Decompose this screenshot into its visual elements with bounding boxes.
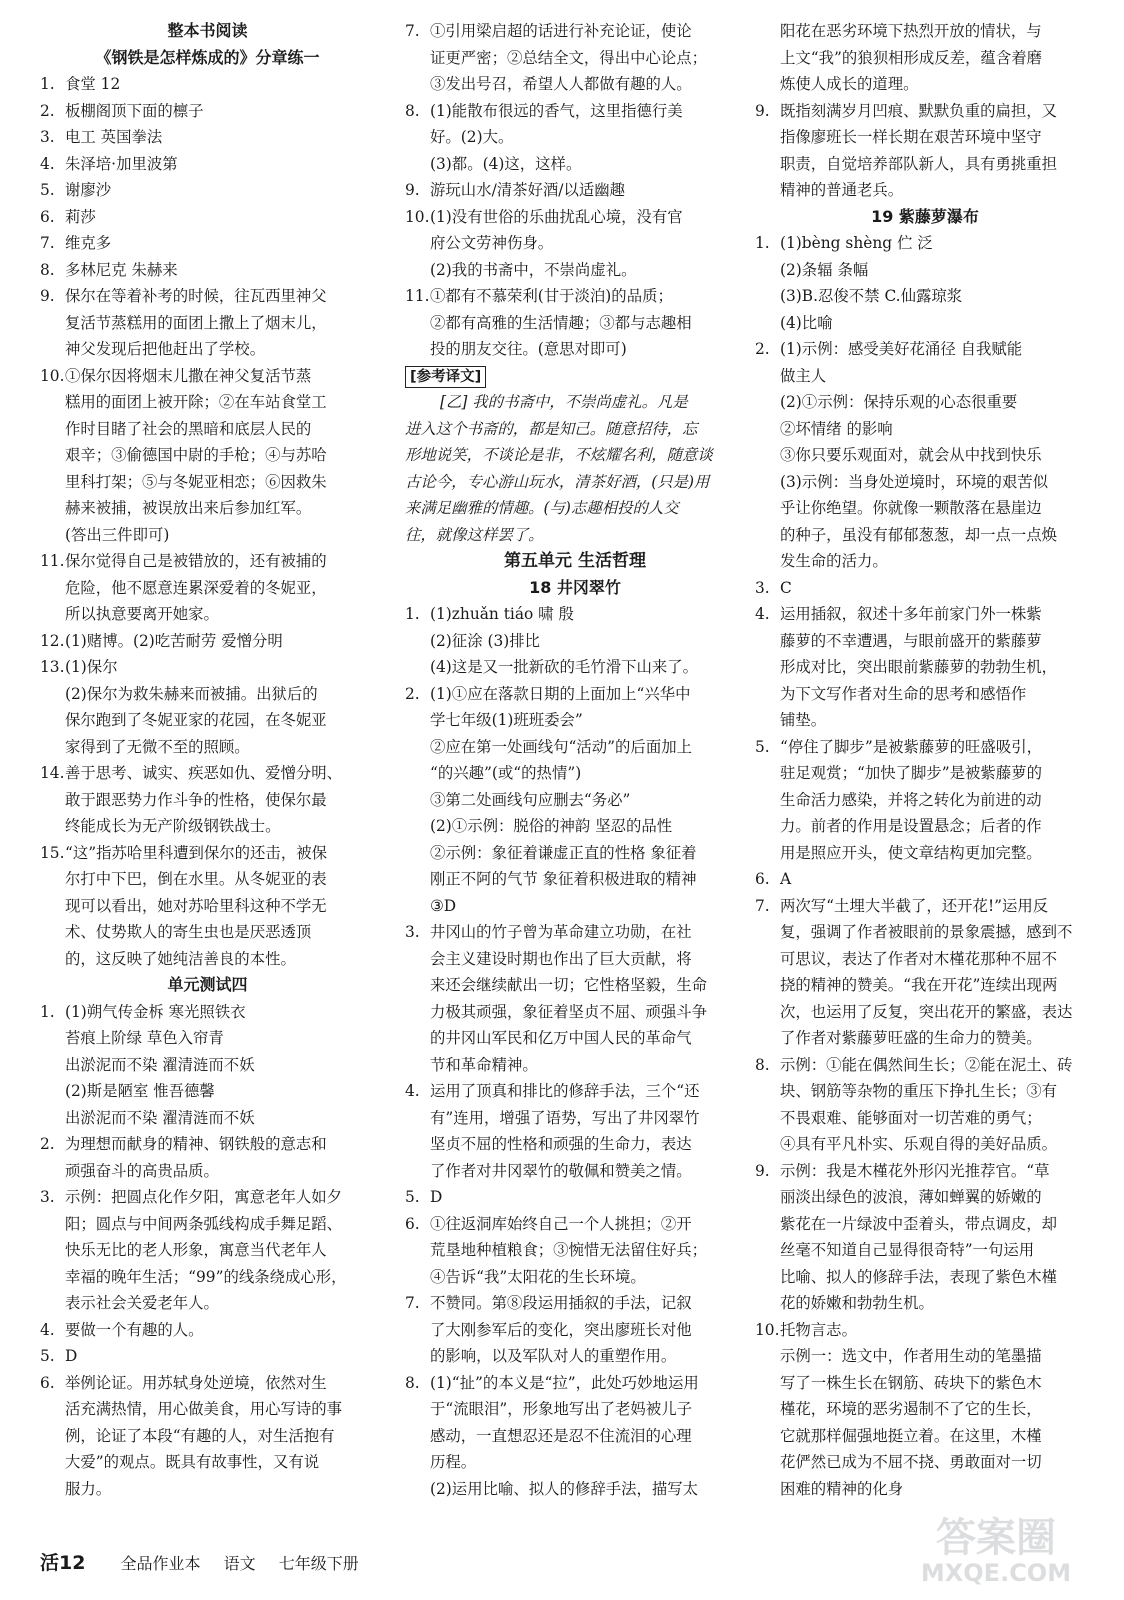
answer-continuation: 终能成长为无产阶级钢铁战士。 <box>65 817 281 835</box>
section-heading: 第五单元 生活哲理 <box>504 551 646 571</box>
answer-text: 举例论证。用苏轼身处逆境，依然对生 <box>65 1373 327 1392</box>
answer-continuation: 紫花在一片绿波中歪着头，带点调皮，却 <box>780 1214 1058 1233</box>
translation-line: 往，就像这样罢了。 <box>405 525 544 544</box>
answer-text: A <box>780 870 792 888</box>
answer-continuation: “的兴趣”(或“的热情”) <box>430 764 582 782</box>
answer-item <box>405 283 745 310</box>
translation-line: 古论今，专心游山玩水，清茶好酒，(只是)用 <box>405 472 710 491</box>
answer-text: (1)zhuǎn tiáo 啸 殷 <box>430 605 574 623</box>
book-title: 全品作业本 <box>120 1554 201 1573</box>
answer-text: (1)“扯”的本义是“拉”，此处巧妙地运用 <box>430 1373 699 1392</box>
item-number: 6. <box>405 1214 420 1233</box>
answer-continuation: 敢于跟恶势力作斗争的性格，使保尔最 <box>65 790 327 809</box>
answer-text: C <box>780 578 792 597</box>
answer-continuation: 花的娇嫩和勃勃生机。 <box>780 1294 934 1312</box>
item-number: 5. <box>40 181 55 199</box>
answer-continuation: (4)这是又一批新砍的毛竹滑下山来了。 <box>430 658 699 676</box>
item-number: 5. <box>40 1347 55 1365</box>
answer-item <box>40 628 375 655</box>
item-number: 10. <box>755 1320 780 1339</box>
answer-item <box>40 654 375 681</box>
answer-item <box>40 257 375 284</box>
answer-text: 食堂 12 <box>65 75 121 93</box>
answer-continuation: (2)条辐 条幅 <box>780 260 869 279</box>
item-number: 4. <box>405 1082 420 1100</box>
answer-item <box>40 1131 375 1158</box>
answer-continuation: 花俨然已成为不屈不挠、勇敢面对一切 <box>780 1453 1042 1471</box>
answer-continuation: (2)我的书斋中，不崇尚虚礼。 <box>430 260 637 279</box>
answer-continuation: 的种子，虽没有郁郁葱葱，却一点一点焕 <box>780 525 1058 544</box>
answer-text: 多林尼克 朱赫来 <box>65 260 178 279</box>
answer-continuation: 神父发现后把他赶出了学校。 <box>65 340 266 358</box>
item-number: 7. <box>40 234 55 252</box>
answer-continuation: 阳；圆点与中间两条弧线构成手舞足蹈、 <box>65 1214 343 1233</box>
section-heading: 单元测试四 <box>167 975 248 994</box>
answer-continuation: 炼使人成长的道理。 <box>780 75 919 93</box>
answer-continuation: 苔痕上阶绿 草色入帘青 <box>65 1029 224 1047</box>
answer-item <box>755 734 1095 761</box>
answer-continuation: ②坏情绪 的影响 <box>780 419 893 438</box>
item-number: 7. <box>405 22 420 40</box>
answer-continuation: 复，强调了作者被眼前的景象震撼，感到不 <box>780 923 1073 941</box>
translation-line: [乙] 我的书斋中，不崇尚虚礼。凡是 <box>440 393 688 411</box>
answer-continuation: 现可以看出，她对苏哈里科这种不学无 <box>65 896 327 915</box>
answer-item <box>40 98 375 125</box>
answer-item <box>40 363 375 390</box>
answer-text: 板棚阁顶下面的檩子 <box>65 101 204 120</box>
answer-continuation: 赫来被捕，被误放出来后参加红军。 <box>65 499 312 517</box>
answer-continuation: ②示例：象征着谦虚正直的性格 象征着 <box>430 843 697 862</box>
answer-text: 保尔在等着补考的时候，往瓦西里神父 <box>65 287 327 305</box>
answer-continuation: 了作者对井冈翠竹的敬佩和赞美之情。 <box>430 1161 692 1180</box>
answer-continuation: 来还会继续献出一切；它性格坚毅，生命 <box>430 976 708 994</box>
answer-item <box>405 681 745 708</box>
answer-item <box>40 283 375 310</box>
answer-continuation: 次，也运用了反复，突出花开的繁盛，表达 <box>780 1002 1073 1021</box>
answer-item <box>40 1317 375 1344</box>
answer-continuation: 槿花，环境的恶劣遏制不了它的生长， <box>780 1400 1042 1418</box>
answer-text: (1)保尔 <box>65 658 118 676</box>
item-number: 6. <box>40 1373 55 1392</box>
item-number: 8. <box>405 101 420 120</box>
answer-continuation: 为下文写作者对生命的思考和感悟作 <box>780 684 1027 703</box>
answer-item <box>40 1184 375 1211</box>
item-number: 6. <box>755 870 770 888</box>
answer-continuation: (3)都。(4)这，这样。 <box>430 154 582 173</box>
answer-continuation: 了作者对紫藤萝旺盛的生命力的赞美。 <box>780 1029 1042 1047</box>
answer-continuation: 好。(2)大。 <box>430 128 514 146</box>
answer-continuation: ③你只要乐观面对，就会从中找到快乐 <box>780 446 1042 464</box>
item-number: 1. <box>755 234 770 252</box>
watermark-main-text: 答案圈 <box>936 1515 1056 1561</box>
answer-item <box>755 336 1095 363</box>
answer-item <box>755 893 1095 920</box>
answer-column-1 <box>40 18 375 1502</box>
answer-continuation: (答出三件即可) <box>65 525 170 544</box>
answer-item <box>405 98 745 125</box>
answer-text: ①往返洞库始终自己一个人挑担；②开 <box>430 1214 692 1233</box>
answer-continuation: ②都有高雅的生活情趣；③都与志趣相 <box>430 313 692 332</box>
answer-text: 运用了顶真和排比的修辞手法，三个“还 <box>430 1082 700 1100</box>
answer-continuation: (2)保尔为救朱赫来而被捕。出狱后的 <box>65 684 318 703</box>
answer-item <box>755 1317 1095 1344</box>
answer-item <box>405 177 745 204</box>
answer-continuation: 里科打架；⑤与冬妮亚相恋；⑥因救朱 <box>65 472 327 491</box>
answer-text: ①引用梁启超的话进行补充论证，使论 <box>430 22 692 40</box>
answer-text: D <box>65 1347 78 1365</box>
answer-text: 井冈山的竹子曾为革命建立功勋，在社 <box>430 923 692 941</box>
item-number: 4. <box>755 605 770 623</box>
answer-continuation: 可思议，表达了作者对木槿花那种不屈不 <box>780 949 1058 968</box>
answer-text: 维克多 <box>65 234 112 252</box>
item-number: 2. <box>405 684 420 703</box>
answer-text: 不赞同。第⑧段运用插叙的手法，记叙 <box>430 1294 692 1312</box>
answer-item <box>405 1078 745 1105</box>
answer-text: 善于思考、诚实、疾恶如仇、爱憎分明、 <box>65 764 343 782</box>
answer-continuation: 活充满热情，用心做美食，用心写诗的事 <box>65 1400 343 1418</box>
answer-continuation: (2)运用比喻、拟人的修辞手法，描写太 <box>430 1479 699 1498</box>
answer-item <box>40 151 375 178</box>
item-number: 7. <box>755 896 770 915</box>
answer-continuation: 发生命的活力。 <box>780 552 888 570</box>
answer-continuation: (4)比喻 <box>780 313 833 332</box>
answer-continuation: 服力。 <box>65 1479 112 1498</box>
answer-text: 游玩山水/清茶好酒/以适幽趣 <box>430 181 626 199</box>
item-number: 3. <box>405 923 420 941</box>
answer-continuation: 困难的精神的化身 <box>780 1479 904 1498</box>
item-number: 9. <box>755 1161 770 1180</box>
answer-continuation: 职责，自觉培养部队新人，具有勇挑重担 <box>780 154 1058 173</box>
translation-line: 形地说笑，不谈论是非，不炫耀名利，随意谈 <box>405 446 713 464</box>
answer-continuation: 幸福的晚年生活；“99”的线条绕成心形， <box>65 1267 347 1286</box>
reference-translation-label <box>405 363 745 390</box>
section-heading: 18 井冈翠竹 <box>529 577 621 597</box>
item-number: 9. <box>405 181 420 199</box>
answer-item <box>40 71 375 98</box>
section-heading: 整本书阅读 <box>167 21 248 40</box>
answer-continuation: 驻足观赏；“加快了脚步”是被紫藤萝的 <box>780 764 1042 782</box>
answer-continuation: 挠的精神的赞美。“我在开花”连续出现两 <box>780 976 1058 994</box>
item-number: 1. <box>405 605 420 623</box>
item-number: 8. <box>40 260 55 279</box>
answer-continuation: (2)斯是陋室 惟吾德馨 <box>65 1082 215 1100</box>
answer-item <box>40 840 375 867</box>
item-number: 1. <box>40 1002 55 1021</box>
item-number: 4. <box>40 1320 55 1339</box>
answer-text: 托物言志。 <box>780 1320 857 1339</box>
answer-text: 要做一个有趣的人。 <box>65 1320 204 1339</box>
answer-continuation: ④具有平凡朴实、乐观自得的美好品质。 <box>780 1135 1058 1153</box>
answer-continuation: 比喻、拟人的修辞手法，表现了紫色木槿 <box>780 1267 1058 1286</box>
answer-item <box>405 1184 745 1211</box>
answer-column-3 <box>755 18 1095 1502</box>
answer-continuation: 形成对比，突出眼前紫藤萝的勃勃生机， <box>780 658 1058 676</box>
item-number: 9. <box>40 287 55 305</box>
answer-continuation: 历程。 <box>430 1453 477 1471</box>
answer-text: (1)bèng shèng 伫 泛 <box>780 234 933 252</box>
answer-continuation: 指像廖班长一样长期在艰苦环境中坚守 <box>780 128 1042 146</box>
answer-continuation: 糕用的面团上被开除；②在车站食堂工 <box>65 393 327 411</box>
item-number: 5. <box>405 1188 420 1206</box>
answer-item <box>755 575 1095 602</box>
answer-continuation: 精神的普通老兵。 <box>780 181 904 199</box>
answer-text: 两次写“土埋大半截了，还开花!”运用反 <box>780 896 1049 915</box>
item-number: 2. <box>40 101 55 120</box>
answer-continuation: 会主义建设时期也作出了巨大贡献，将 <box>430 949 692 968</box>
answer-continuation: 复活节蒸糕用的面团上撒上了烟末儿， <box>65 313 327 332</box>
grade-label: 七年级下册 <box>278 1554 359 1573</box>
answer-continuation: 丽淡出绿色的波浪，薄如蝉翼的娇嫩的 <box>780 1188 1042 1206</box>
answer-item <box>405 18 745 45</box>
answer-continuation: 出淤泥而不染 濯清涟而不妖 <box>65 1108 255 1127</box>
answer-text: “这”指苏哈里科遭到保尔的还击，被保 <box>65 843 327 862</box>
answer-continuation: (2)①示例：脱俗的神韵 坚忍的品性 <box>430 817 673 835</box>
item-number: 7. <box>405 1294 420 1312</box>
answer-continuation: 艰辛；③偷德国中尉的手枪；④与苏哈 <box>65 446 327 464</box>
answer-continuation: 危险，他不愿意连累深爱着的冬妮亚， <box>65 578 327 597</box>
answer-continuation: 尔打中下巴，倒在水里。从冬妮亚的表 <box>65 870 327 888</box>
answer-continuation: 术、仗势欺人的寄生虫也是厌恶透顶 <box>65 923 312 941</box>
answer-continuation: ②应在第一处画线句“活动”的后面加上 <box>430 737 692 756</box>
answer-item <box>40 230 375 257</box>
answer-continuation: 于“流眼泪”，形象地写出了老妈被儿子 <box>430 1400 692 1418</box>
answer-text: 示例：我是木槿花外形闪光推荐官。“草 <box>780 1161 1050 1180</box>
answer-continuation: 不畏艰难、能够面对一切苦难的勇气； <box>780 1108 1042 1127</box>
section-heading: 19 紫藤萝瀑布 <box>871 206 979 226</box>
answer-continuation: 乎让你绝望。你就像一颗散落在悬崖边 <box>780 499 1042 517</box>
answer-continuation: 坚贞不屈的性格和顽强的生命力，表达 <box>430 1135 692 1153</box>
answer-item <box>40 124 375 151</box>
boxed-label: [参考译文] <box>405 366 486 388</box>
answer-continuation: 示例一：选文中，作者用生动的笔墨描 <box>780 1347 1042 1365</box>
answer-continuation: 表示社会关爱老年人。 <box>65 1294 219 1312</box>
answer-continuation: 生命活力感染，并将之转化为前进的动 <box>780 790 1042 809</box>
answer-continuation: 大爱”的观点。既具有故事性，又有说 <box>65 1453 320 1471</box>
answer-continuation: (2)征涂 (3)排比 <box>430 631 541 650</box>
answer-text: (1)示例：感受美好花涌径 自我赋能 <box>780 340 1023 358</box>
answer-continuation: 的影响，以及军队对人的重塑作用。 <box>430 1347 677 1365</box>
answer-item <box>40 548 375 575</box>
item-number: 3. <box>40 1188 55 1206</box>
answer-text: 谢廖沙 <box>65 181 112 199</box>
answer-continuation: 阳花在恶劣环境下热烈开放的情状，与 <box>780 22 1042 40</box>
page-number: 活12 <box>40 1552 86 1574</box>
answer-item <box>40 1370 375 1397</box>
item-number: 10. <box>40 366 65 385</box>
answer-text: 为理想而献身的精神、钢铁般的意志和 <box>65 1135 327 1153</box>
answer-continuation: 的，这反映了她纯洁善良的本性。 <box>65 949 296 968</box>
answer-continuation: 刚正不阿的气节 象征着积极进取的精神 <box>430 870 697 888</box>
item-number: 11. <box>405 287 430 305</box>
item-number: 3. <box>755 578 770 597</box>
answer-continuation: 感动，一直想忍还是忍不住流泪的心理 <box>430 1426 692 1445</box>
subject-label: 语文 <box>223 1554 256 1573</box>
answer-text: (1)朔气传金柝 寒光照铁衣 <box>65 1002 246 1021</box>
answer-item <box>405 204 745 231</box>
answer-item <box>40 760 375 787</box>
answer-item <box>40 1343 375 1370</box>
item-number: 14. <box>40 764 65 782</box>
answer-continuation: 铺垫。 <box>780 711 827 729</box>
answer-continuation: 例，论证了本段“有趣的人，对生活抱有 <box>65 1426 335 1445</box>
answer-continuation: 顽强奋斗的高贵品质。 <box>65 1161 219 1180</box>
item-number: 2. <box>40 1135 55 1153</box>
answer-continuation: (2)①示例：保持乐观的心态很重要 <box>780 393 1018 411</box>
answer-item <box>755 98 1095 125</box>
answer-text: (1)没有世俗的乐曲扰乱心境，没有官 <box>430 207 683 226</box>
answer-continuation: 力极其顽强，象征着坚贞不屈、顽强斗争 <box>430 1002 708 1021</box>
answer-item <box>40 177 375 204</box>
answer-text: 既指刻满岁月凹痕、默默负重的扁担，又 <box>780 101 1058 120</box>
translation-line: 进入这个书斋的，都是知己。随意招待，忘 <box>405 419 698 438</box>
page-footer <box>40 1548 377 1575</box>
answer-continuation: 证更严密；②总结全文，得出中心论点； <box>430 48 708 67</box>
answer-text: 朱泽培·加里波第 <box>65 154 178 173</box>
answer-continuation: ③第二处画线句应删去“务必” <box>430 790 631 809</box>
item-number: 4. <box>40 154 55 173</box>
item-number: 2. <box>755 340 770 358</box>
watermark-logo <box>889 1503 1104 1588</box>
item-number: 3. <box>40 128 55 146</box>
answer-continuation: 用是照应开头，使文章结构更加完整。 <box>780 843 1042 862</box>
answer-continuation: 出淤泥而不染 濯清涟而不妖 <box>65 1055 255 1074</box>
item-number: 1. <box>40 75 55 93</box>
answer-text: “停住了脚步”是被紫藤萝的旺盛吸引， <box>780 737 1042 756</box>
answer-continuation: 学七年级(1)班班委会” <box>430 711 583 729</box>
answer-continuation: 力。前者的作用是设置悬念；后者的作 <box>780 817 1042 835</box>
answer-continuation: ③D <box>430 896 457 915</box>
answer-continuation: 上文“我”的狼狈相形成反差，蕴含着磨 <box>780 48 1042 67</box>
answer-continuation: 它就那样倔强地挺立着。在这里，木槿 <box>780 1426 1042 1445</box>
item-number: 6. <box>40 207 55 226</box>
item-number: 10. <box>405 207 430 226</box>
answer-continuation: 丝毫不知道自己显得很奇特”一句运用 <box>780 1241 1035 1259</box>
answer-text: D <box>430 1188 443 1206</box>
answer-text: 示例：①能在偶然间生长；②能在泥土、砖 <box>780 1055 1073 1074</box>
answer-item <box>405 1290 745 1317</box>
translation-line: 来满足幽雅的情趣。(与)志趣相投的人交 <box>405 499 679 517</box>
section-heading: 《钢铁是怎样炼成的》分章练一 <box>95 47 320 67</box>
answer-item <box>755 230 1095 257</box>
answer-continuation: 块、钢筋等杂物的重压下挣扎生长；③有 <box>780 1082 1058 1100</box>
answer-item <box>755 866 1095 893</box>
item-number: 9. <box>755 101 770 120</box>
answer-text: 电工 英国拳法 <box>65 128 163 146</box>
answer-continuation: 所以执意要离开她家。 <box>65 605 219 623</box>
item-number: 11. <box>40 552 65 570</box>
answer-column-2 <box>405 18 745 1502</box>
answer-item <box>40 204 375 231</box>
answer-continuation: 府公文劳神伤身。 <box>430 234 554 252</box>
answer-continuation: 做主人 <box>780 366 827 385</box>
answer-text: ①都有不慕荣利(甘于淡泊)的品质； <box>430 287 673 305</box>
item-number: 15. <box>40 843 65 862</box>
item-number: 8. <box>755 1055 770 1074</box>
answer-text: 运用插叙，叙述十多年前家门外一株紫 <box>780 605 1042 623</box>
answer-item <box>405 1211 745 1238</box>
answer-item <box>405 601 745 628</box>
answer-text: 示例：把圆点化作夕阳，寓意老年人如夕 <box>65 1188 343 1206</box>
answer-continuation: 投的朋友交往。(意思对即可) <box>430 340 627 358</box>
answer-text: (1)①应在落款日期的上面加上“兴华中 <box>430 684 691 703</box>
watermark-sub-text: MXQE.COM <box>920 1559 1072 1587</box>
answer-continuation: 藤萝的不幸遭遇，与眼前盛开的紫藤萝 <box>780 631 1042 650</box>
answer-continuation: ④告诉“我”太阳花的生长环境。 <box>430 1267 646 1286</box>
answer-item <box>40 999 375 1026</box>
answer-continuation: 了大刚参军后的变化，突出廖班长对他 <box>430 1320 692 1339</box>
answer-continuation: 节和革命精神。 <box>430 1055 538 1074</box>
answer-text: 莉莎 <box>65 207 96 226</box>
answer-continuation: 快乐无比的老人形象，寓意当代老年人 <box>65 1241 327 1259</box>
answer-text: (1)赌博。(2)吃苦耐劳 爱憎分明 <box>65 631 283 650</box>
answer-item <box>755 1052 1095 1079</box>
item-number: 13. <box>40 658 65 676</box>
answer-continuation: 写了一株生长在钢筋、砖块下的紫色木 <box>780 1373 1042 1392</box>
answer-continuation: 作时目睹了社会的黑暗和底层人民的 <box>65 419 312 438</box>
answer-text: 保尔觉得自己是被错放的，还有被捕的 <box>65 552 327 570</box>
answer-continuation: 家得到了无微不至的照顾。 <box>65 737 250 756</box>
answer-continuation: (3)B.忍俊不禁 C.仙露琼浆 <box>780 287 963 305</box>
answer-text: ①保尔因将烟末儿撒在神父复活节蒸 <box>65 366 312 385</box>
answer-continuation: 荒垦地种植粮食；③惋惜无法留住好兵； <box>430 1241 708 1259</box>
item-number: 8. <box>405 1373 420 1392</box>
answer-continuation: 保尔跑到了冬妮亚家的花园，在冬妮亚 <box>65 711 327 729</box>
item-number: 5. <box>755 737 770 756</box>
answer-continuation: ③发出号召，希望人人都做有趣的人。 <box>430 75 692 93</box>
answer-item <box>405 919 745 946</box>
answer-text: (1)能散布很远的香气，这里指德行美 <box>430 101 683 120</box>
item-number: 12. <box>40 631 65 650</box>
answer-continuation: 有”连用，增强了语势，写出了井冈翠竹 <box>430 1108 700 1127</box>
answer-item <box>405 1370 745 1397</box>
answer-item <box>755 601 1095 628</box>
answer-continuation: 的井冈山军民和亿万中国人民的革命气 <box>430 1029 692 1047</box>
answer-continuation: (3)示例：当身处逆境时，环境的艰苦似 <box>780 472 1049 491</box>
answer-item <box>755 1158 1095 1185</box>
